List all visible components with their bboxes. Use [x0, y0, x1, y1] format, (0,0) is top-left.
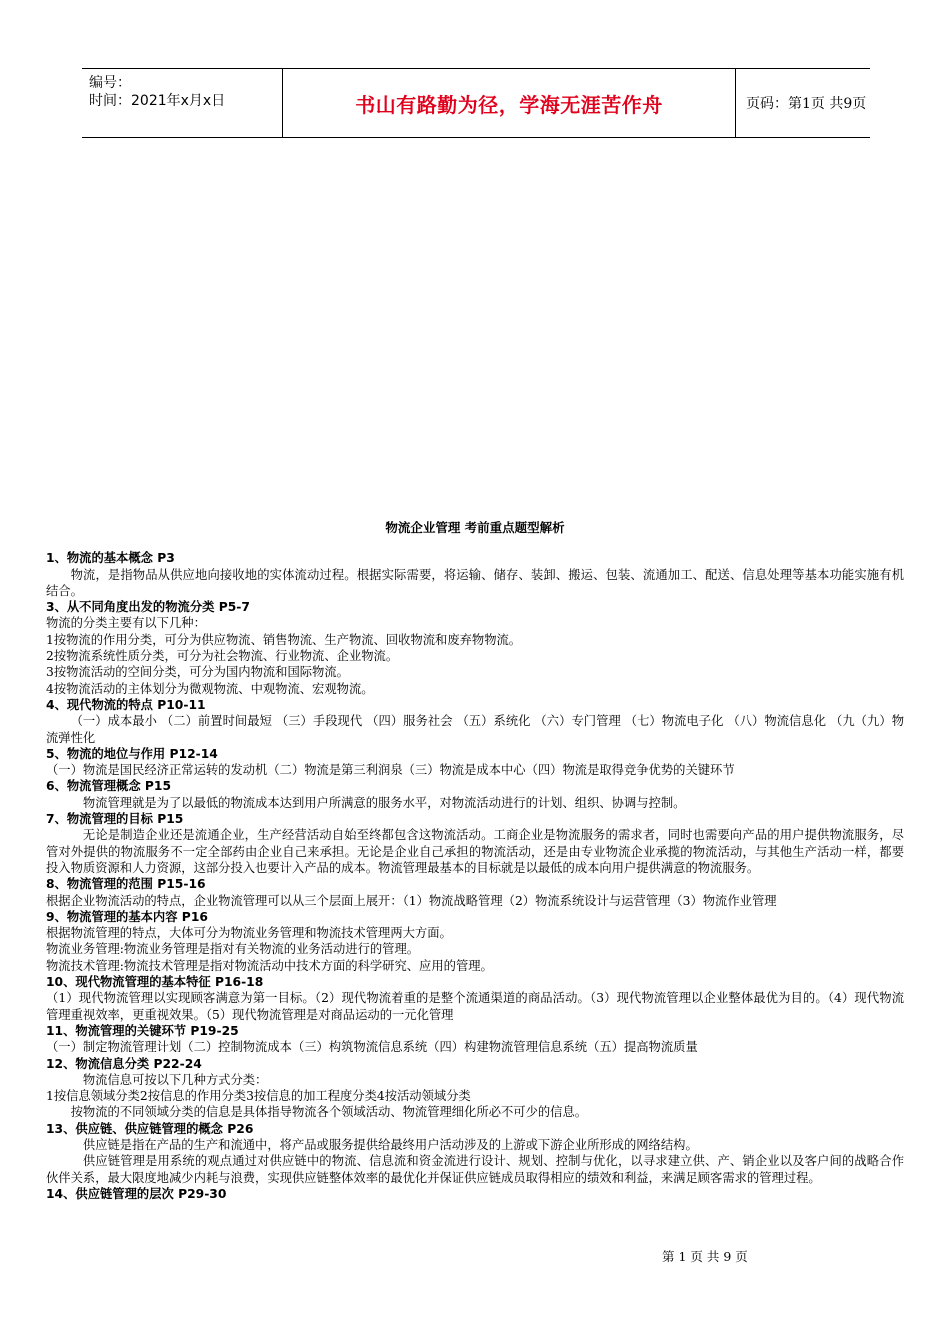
page-footer: 第 1 页 共 9 页 [662, 1249, 748, 1264]
section-heading: 11、物流管理的关键环节 P19-25 [46, 1023, 239, 1038]
paragraph: 物流管理就是为了以最低的物流成本达到用户所满意的服务水平，对物流活动进行的计划、组织、协调与控制。 [82, 795, 686, 810]
section-heading: 7、物流管理的目标 P15 [46, 812, 184, 827]
section-heading: 10、现代物流管理的基本特征 P16-18 [46, 975, 264, 990]
paragraph: （1）现代物流管理以实现顾客满意为第一目标。（2）现代物流着重的是整个流通渠道的商品活动。（3）现代物流管理以企业整体最优为目的。（4）现代物流管理重视效率，更重视效果。（5）现代物流管理是对商品运动的一元化管理 [46, 991, 904, 1022]
paragraph: 3按物流活动的空间分类，可分为国内物流和国际物流。 [46, 665, 349, 680]
motto-banner: 书山有路勤为径，学海无涯苦作舟 [282, 68, 736, 138]
header-left-cell [82, 69, 282, 137]
paragraph: 物流的分类主要有以下几种： [46, 616, 206, 631]
paragraph: 无论是制造企业还是流通企业，生产经营活动自始至终都包含这物流活动。工商企业是物流服务的需求者，同时也需要向产品的用户提供物流服务，尽管对外提供的物流服务不一定全部药由企业自己来承担。无论是企业自己承担的物流活动，还是由专业物流企业承揽的物流活动，与其他生产活动一样，都要投入物质资源和人力资源，这部分投入也要计入产品的成本。物流管理最基本的目标就是以最低的成本向用户提供满意的物流服务。 [46, 828, 904, 875]
section-heading: 1、物流的基本概念 P3 [46, 551, 175, 566]
paragraph: 物流，是指物品从供应地向接收地的实体流动过程。根据实际需要，将运输、储存、装卸、搬运、包装、流通加工、配送、信息处理等基本功能实施有机结合。 [46, 567, 904, 598]
section-heading: 5、物流的地位与作用 P12-14 [46, 746, 218, 761]
page-header [82, 68, 870, 138]
paragraph: 根据企业物流活动的特点，企业物流管理可以从三个层面上展开：（1）物流战略管理（2）物流系统设计与运营管理（3）物流作业管理 [46, 893, 777, 908]
number-label: 编号： [89, 75, 131, 91]
section-heading: 12、物流信息分类 P22-24 [46, 1056, 202, 1071]
section-heading: 13、供应链、供应链管理的概念 P26 [46, 1121, 254, 1136]
date-label: 时间：2021年x月x日 [89, 93, 226, 109]
paragraph: （一）物流是国民经济正常运转的发动机（二）物流是第三利润泉（三）物流是成本中心（四）物流是取得竞争优势的关键环节 [46, 763, 735, 778]
section-heading: 3、从不同角度出发的物流分类 P5-7 [46, 600, 250, 615]
section-heading: 8、物流管理的范围 P15-16 [46, 877, 206, 892]
paragraph: 物流信息可按以下几种方式分类： [82, 1072, 268, 1087]
paragraph: 物流业务管理:物流业务管理是指对有关物流的业务活动进行的管理。 [46, 942, 420, 957]
header-page-label: 页码：第1页 共9页 [746, 96, 867, 112]
paragraph: 1按物流的作用分类，可分为供应物流、销售物流、生产物流、回收物流和废弃物物流。 [46, 632, 522, 647]
paragraph: （一）制定物流管理计划（二）控制物流成本（三）构筑物流信息系统（四）构建物流管理信息系统（五）提高物流质量 [46, 1040, 698, 1055]
section-heading: 4、现代物流的特点 P10-11 [46, 697, 206, 712]
paragraph: 供应链管理是用系统的观点通过对供应链中的物流、信息流和资金流进行设计、规划、控制与优化，以寻求建立供、产、销企业以及客户间的战略合作伙伴关系，最大限度地减少内耗与浪费，实现供应链整体效率的最优化并保证供应链成员取得相应的绩效和利益，来满足顾客需求的管理过程。 [46, 1154, 904, 1185]
section-heading: 14、供应链管理的层次 P29-30 [46, 1186, 227, 1201]
paragraph: 2按物流系统性质分类，可分为社会物流、行业物流、企业物流。 [46, 649, 399, 664]
paragraph: 根据物流管理的特点，大体可分为物流业务管理和物流技术管理两大方面。 [46, 926, 452, 941]
paragraph: 4按物流活动的主体划分为微观物流、中观物流、宏观物流。 [46, 681, 374, 696]
paragraph: （一）成本最小 （二）前置时间最短 （三）手段现代 （四）服务社会 （五）系统化 （六）专门管理 （七）物流电子化 （八）物流信息化 （九（九）物流弹性化 [46, 714, 904, 745]
paragraph: 物流技术管理:物流技术管理是指对物流活动中技术方面的科学研究、应用的管理。 [46, 958, 493, 973]
document-body [46, 520, 904, 1202]
document-title: 物流企业管理 考前重点题型解析 [385, 520, 565, 535]
paragraph: 1按信息领域分类2按信息的作用分类3按信息的加工程度分类4按活动领域分类 [46, 1089, 471, 1104]
paragraph: 按物流的不同领域分类的信息是具体指导物流各个领域活动、物流管理细化所必不可少的信息。 [70, 1105, 588, 1120]
document-content [46, 550, 904, 1202]
section-heading: 6、物流管理概念 P15 [46, 779, 172, 794]
section-heading: 9、物流管理的基本内容 P16 [46, 909, 208, 924]
paragraph: 供应链是指在产品的生产和流通中，将产品或服务提供给最终用户活动涉及的上游或下游企业所形成的网络结构。 [82, 1137, 698, 1152]
